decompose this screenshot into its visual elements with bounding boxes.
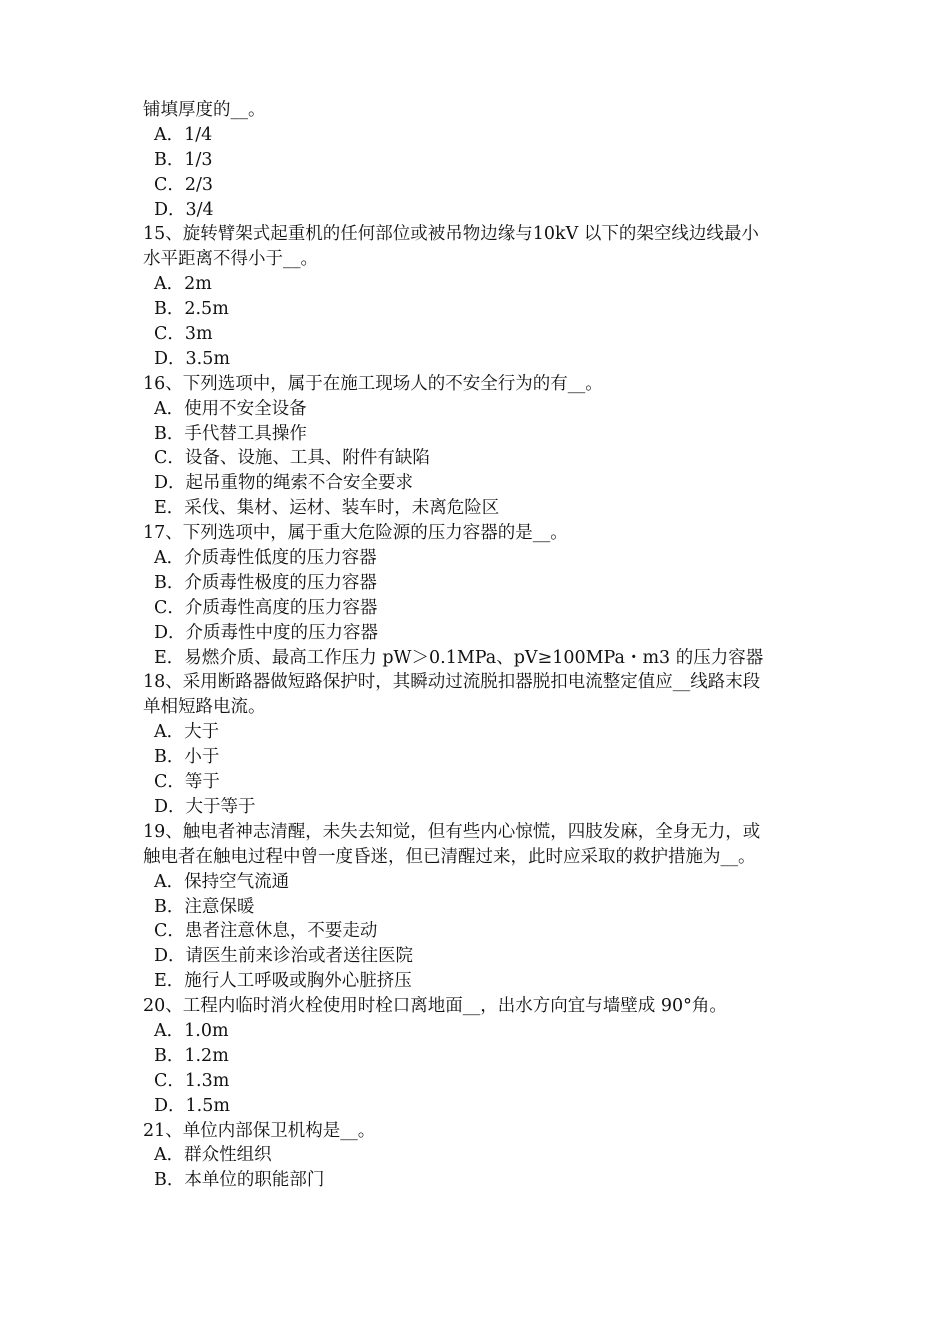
question-list bbox=[143, 98, 823, 1193]
answer-option: C．设备、设施、工具、附件有缺陷 bbox=[154, 448, 430, 469]
answer-option: C．3m bbox=[154, 324, 213, 345]
question-stem-line: 21、单位内部保卫机构是__。 bbox=[143, 1120, 376, 1141]
question-stem-line: 15、旋转臂架式起重机的任何部位或被吊物边缘与10kV 以下的架空线边线最小 bbox=[143, 224, 759, 245]
answer-option: C．患者注意休息，不要走动 bbox=[154, 921, 378, 942]
question-stem-line: 16、下列选项中，属于在施工现场人的不安全行为的有__。 bbox=[143, 373, 603, 394]
answer-option: D．介质毒性中度的压力容器 bbox=[154, 622, 379, 643]
question-stem-line: 水平距离不得小于__。 bbox=[143, 249, 318, 270]
answer-option: C．等于 bbox=[154, 772, 220, 793]
answer-option: B．介质毒性极度的压力容器 bbox=[154, 572, 377, 593]
question-stem-line: 铺填厚度的__。 bbox=[143, 100, 266, 120]
answer-option: C．介质毒性高度的压力容器 bbox=[154, 597, 378, 618]
answer-option: B．2.5m bbox=[154, 299, 229, 320]
answer-option: A．介质毒性低度的压力容器 bbox=[154, 548, 377, 569]
answer-option: A．使用不安全设备 bbox=[154, 398, 307, 419]
answer-option: B．1/3 bbox=[154, 149, 213, 170]
answer-option: B．本单位的职能部门 bbox=[154, 1170, 325, 1191]
answer-option: E．施行人工呼吸或胸外心脏挤压 bbox=[154, 971, 412, 992]
answer-option: D．请医生前来诊治或者送往医院 bbox=[154, 946, 414, 967]
answer-option: D．3/4 bbox=[154, 199, 214, 220]
answer-option: A．1.0m bbox=[154, 1020, 229, 1041]
answer-option: C．1.3m bbox=[154, 1070, 230, 1091]
question-stem-line: 触电者在触电过程中曾一度昏迷，但已清醒过来，此时应采取的救护措施为__。 bbox=[143, 846, 756, 867]
answer-option: A．2m bbox=[154, 274, 212, 295]
answer-option: A．保持空气流通 bbox=[154, 871, 290, 892]
answer-option: C．2/3 bbox=[154, 174, 214, 195]
answer-option: B．1.2m bbox=[154, 1045, 229, 1066]
question-stem-line: 18、采用断路器做短路保护时，其瞬动过流脱扣器脱扣电流整定值应__线路末段 bbox=[143, 672, 761, 693]
answer-option: E．采伐、集材、运材、装车时，未离危险区 bbox=[154, 498, 500, 519]
answer-option: D．3.5m bbox=[154, 348, 230, 369]
question-stem-line: 单相短路电流。 bbox=[143, 697, 266, 718]
answer-option: B．手代替工具操作 bbox=[154, 423, 307, 444]
answer-option: D．大于等于 bbox=[154, 796, 256, 817]
question-stem-line: 19、触电者神志清醒，未失去知觉，但有些内心惊慌，四肢发麻，全身无力，或 bbox=[143, 821, 761, 842]
answer-option: D．1.5m bbox=[154, 1095, 230, 1116]
answer-option: D．起吊重物的绳索不合安全要求 bbox=[154, 473, 414, 494]
question-stem-line: 20、工程内临时消火栓使用时栓口离地面__，出水方向宜与墙壁成 90°角。 bbox=[143, 996, 727, 1017]
answer-option: A．大于 bbox=[154, 722, 220, 743]
answer-option: A．1/4 bbox=[154, 124, 213, 145]
answer-option: A．群众性组织 bbox=[154, 1145, 272, 1166]
question-stem-line: 17、下列选项中，属于重大危险源的压力容器的是__。 bbox=[143, 523, 568, 544]
answer-option: B．小于 bbox=[154, 747, 220, 768]
answer-option: B．注意保暖 bbox=[154, 896, 255, 917]
answer-option: E．易燃介质、最高工作压力 pW＞0.1MPa、pV≥100MPa・m3 的压力容器 bbox=[154, 647, 764, 668]
